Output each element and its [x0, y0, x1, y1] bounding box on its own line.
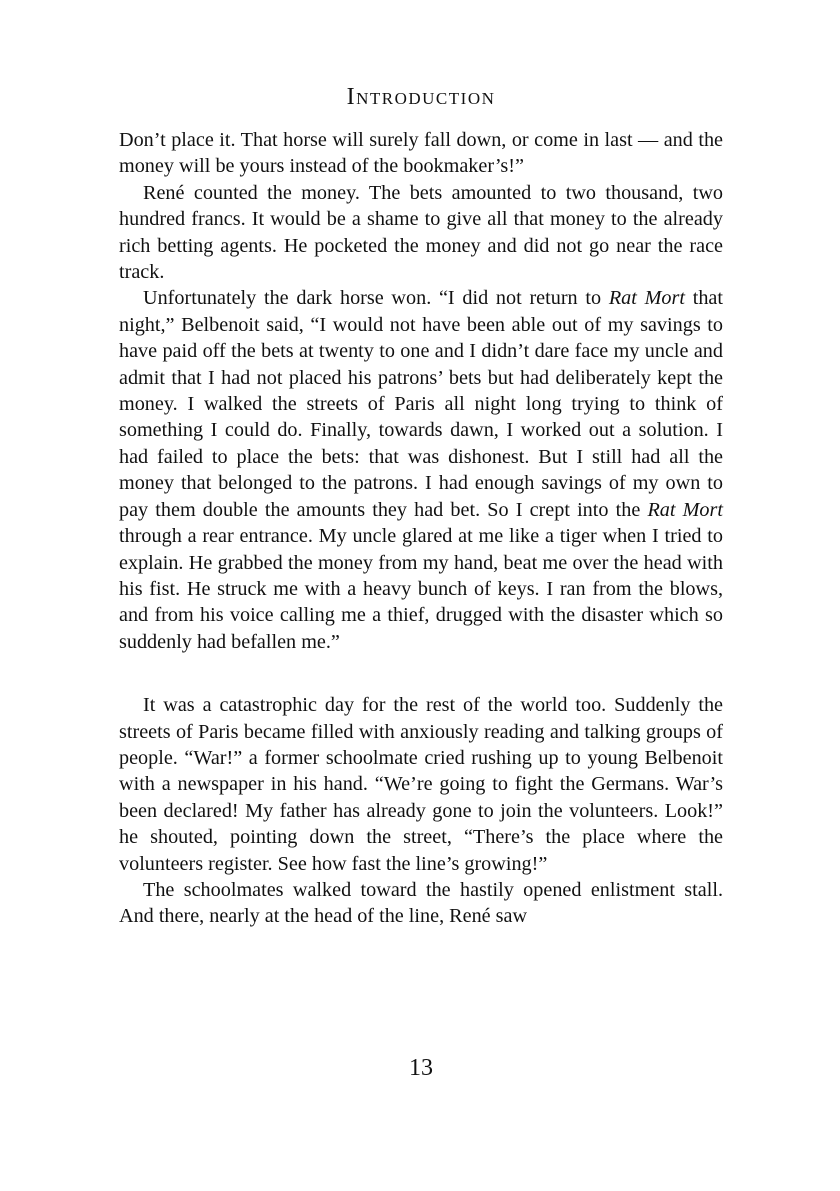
paragraph-rene-counted: René counted the money. The bets amounted to two thousand, two hundred francs. It would be a shame to give all that money to the already rich betting agents. He pocketed the money and did not go near the race track. — [119, 181, 723, 284]
book-page — [119, 0, 723, 1191]
italic-rat-mort-2: Rat Mort — [647, 498, 723, 521]
paragraph-continuation: Don’t place it. That horse will surely fall down, or come in last — and the money will be yours instead of the bookmaker’s!” — [119, 129, 723, 178]
body-text — [119, 127, 723, 930]
paragraph-dark-horse-part-3: through a rear entrance. My uncle glared at me like a tiger when I tried to explain. He grabbed the money from my hand, beat me over the head with his fist. He struck me with a heavy bunch of keys. I ran from the blows, and from his voice calling me a thief, drugged with the disaster which so suddenly had befallen me.” — [119, 525, 723, 653]
paragraph-dark-horse-part-1: Unfortunately the dark horse won. “I did not return to — [143, 287, 609, 310]
paragraph-dark-horse-part-2: that night,” Belbenoit said, “I would not have been able out of my savings to have paid off the bets at twenty to one and I didn’t dare face my uncle and admit that I had not placed his patrons’ bets but had deliberately kept the money. I walked the streets of Paris all night long trying to think of something I could do. Finally, towards dawn, I worked out a solution. I had failed to place the bets: that was dishonest. But I still had all the money that belonged to the patrons. I had enough savings of my own to pay them double the amounts they had bet. So I crept into the — [119, 287, 723, 521]
paragraph-catastrophic-day: It was a catastrophic day for the rest of the world too. Suddenly the streets of Paris became filled with anxiously reading and talking groups of people. “War!” a former schoolmate cried rushing up to young Belbenoit with a newspaper in his hand. “We’re going to fight the Germans. War’s been declared! My father has already gone to join the volunteers. Look!” he shouted, pointing down the street, “There’s the place where the volunteers register. See how fast the line’s growing!” — [119, 694, 723, 875]
paragraph-schoolmates: The schoolmates walked toward the hastily opened enlistment stall. And there, nearly at the head of the line, René saw — [119, 878, 723, 928]
italic-rat-mort-1: Rat Mort — [608, 287, 685, 310]
running-head: Introduction — [346, 84, 496, 110]
page-number: 13 — [409, 1055, 433, 1081]
paragraph-dark-horse — [119, 285, 723, 655]
